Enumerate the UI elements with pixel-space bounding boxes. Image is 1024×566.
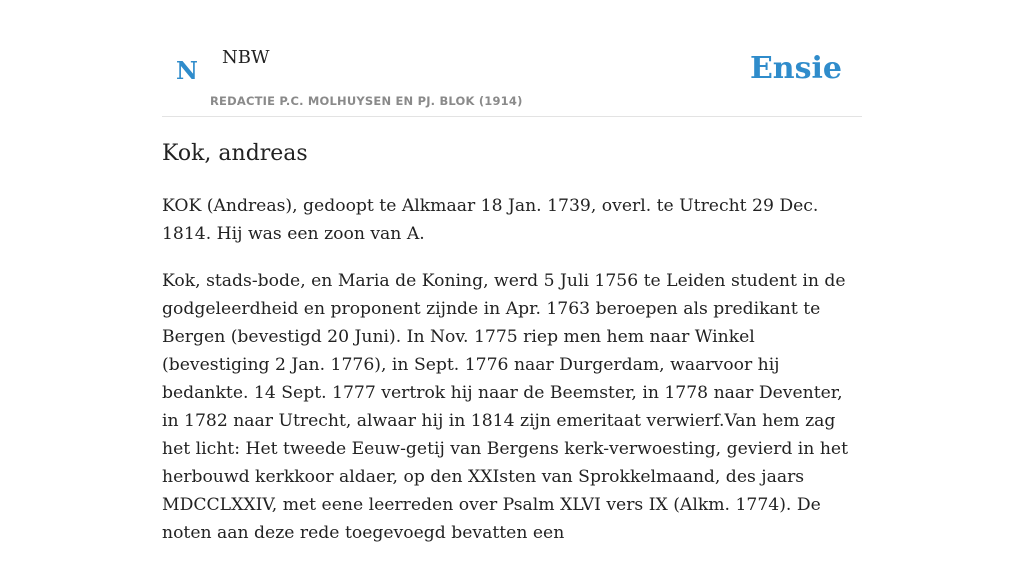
header — [162, 0, 862, 117]
source-subtitle: REDACTIE P.C. MOLHUYSEN EN PJ. BLOK (1914) — [210, 94, 523, 108]
brand-logo[interactable]: Ensie — [749, 51, 842, 86]
article-paragraph: KOK (Andreas), gedoopt te Alkmaar 18 Jan. 1739, overl. te Utrecht 29 Dec. 1814. Hij was een zoon van A. — [162, 196, 819, 244]
article-paragraph: Kok, stads-bode, en Maria de Koning, werd 5 Juli 1756 te Leiden student in de godgeleerdheid en proponent zijnde in Apr. 1763 beroepen als predikant te Bergen (bevestigd 20 Juni). In Nov. 1775 riep men hem naar Winkel (bevestiging 2 Jan. 1776), in Sept. 1776 naar Durgerdam, waarvoor hij bedankte. 14 Sept. 1777 vertrok hij naar de Beemster, in 1778 naar Deventer, in 1782 naar Utrecht, alwaar hij in 1814 zijn emeritaat verwierf.Van hem zag het licht: Het tweede Eeuw-getij van Bergens kerk-verwoesting, gevierd in het herbouwd kerkkoor aldaer, op den XXIsten van Sprokkelmaand, des jaars MDCCLXXIV, met eene leerreden over Psalm XLVI vers IX (Alkm. 1774). De noten aan deze rede toegevoegd bevatten een — [162, 271, 848, 543]
source-logo[interactable]: N — [176, 56, 198, 85]
source-name[interactable]: NBW — [222, 47, 270, 68]
article-body — [162, 192, 864, 566]
page-title: Kok, andreas — [162, 141, 308, 166]
